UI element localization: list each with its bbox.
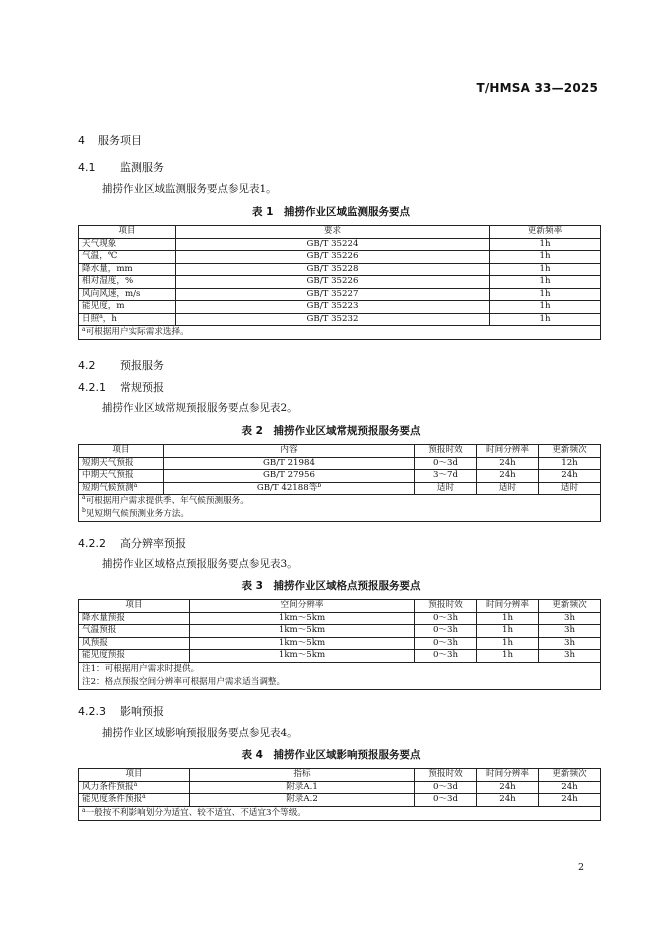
- subsection-heading: [78, 357, 164, 373]
- table-row: [79, 276, 601, 289]
- cell: 1h: [477, 650, 539, 663]
- cell: 24h: [477, 781, 539, 794]
- column-header: 预报时效: [415, 445, 477, 458]
- column-header: 预报时效: [415, 600, 477, 613]
- cell: 风向风速，m/s: [79, 288, 176, 301]
- cell: [164, 482, 415, 495]
- cell: 24h: [539, 470, 601, 483]
- paragraph: 捕捞作业区域常规预报服务要点参见表2。: [102, 402, 298, 414]
- cell: 0～3d: [415, 457, 477, 470]
- table-row: [79, 251, 601, 264]
- column-header: 指标: [190, 769, 415, 782]
- impact-forecast-table: [78, 768, 601, 821]
- table-note-row: [79, 326, 601, 340]
- cell: 24h: [477, 457, 539, 470]
- regular-forecast-table: [78, 444, 601, 522]
- cell: 1km～5km: [190, 637, 415, 650]
- cell: 风预报: [79, 637, 190, 650]
- table-row: [79, 288, 601, 301]
- column-header: 更新频次: [539, 600, 601, 613]
- column-header: 要求: [176, 226, 490, 239]
- table-row: [79, 457, 601, 470]
- column-header: 更新频次: [539, 769, 601, 782]
- cell: 0～3h: [415, 612, 477, 625]
- subsection-number: 4.2.3: [78, 705, 106, 718]
- cell: 0～3h: [415, 625, 477, 638]
- cell: 1h: [490, 251, 601, 264]
- footnote-marker: a: [82, 494, 86, 501]
- subsection-heading: [78, 703, 164, 719]
- cell: [79, 313, 176, 326]
- table-note: 见短期气候预测业务方法。: [85, 509, 189, 519]
- table-note: 可根据用户需求提供季、年气候预测服务。: [85, 496, 249, 506]
- subsection-number: 4.1: [78, 161, 96, 174]
- cell: GB/T 27956: [164, 470, 415, 483]
- cell: 1h: [477, 612, 539, 625]
- cell: 0～3d: [415, 794, 477, 807]
- cell: 气温，℃: [79, 251, 176, 264]
- column-header: 时间分辨率: [477, 445, 539, 458]
- column-header: 时间分辨率: [477, 600, 539, 613]
- cell: GB/T 35226: [176, 276, 490, 289]
- grid-forecast-table: [78, 599, 601, 690]
- cell: GB/T 21984: [164, 457, 415, 470]
- cell: GB/T 35228: [176, 263, 490, 276]
- table-row: [79, 470, 601, 483]
- section-heading: [78, 132, 142, 148]
- cell: 降水量预报: [79, 612, 190, 625]
- cell: [79, 781, 190, 794]
- cell: 1h: [477, 637, 539, 650]
- cell: 1h: [490, 313, 601, 326]
- cell: 1km～5km: [190, 625, 415, 638]
- table-row: [79, 625, 601, 638]
- footnote-marker: a: [82, 806, 86, 814]
- footnote-marker: b: [82, 507, 86, 514]
- document-id: T/HMSA 33—2025: [476, 81, 598, 95]
- section-title: 服务项目: [98, 134, 142, 147]
- paragraph: 捕捞作业区域影响预报服务要点参见表4。: [102, 727, 298, 739]
- cell-unit: ，h: [102, 313, 117, 324]
- cell: GB/T 35232: [176, 313, 490, 326]
- cell: 能见度预报: [79, 650, 190, 663]
- column-header: 时间分辨率: [477, 769, 539, 782]
- cell: GB/T 35224: [176, 238, 490, 251]
- section-number: 4: [78, 134, 85, 147]
- table-row: [79, 612, 601, 625]
- cell: GB/T 35226: [176, 251, 490, 264]
- table-row: [79, 650, 601, 663]
- column-header: 更新频率: [490, 226, 601, 239]
- table-caption: 表 1 捕捞作业区域监测服务要点: [252, 206, 410, 218]
- table-row: [79, 482, 601, 495]
- table-note: 一般按不利影响划分为适宜、较不适宜、不适宜3个等级。: [85, 807, 306, 818]
- cell: 1h: [490, 263, 601, 276]
- cell: 附录A.1: [190, 781, 415, 794]
- monitoring-table: [78, 225, 601, 340]
- cell: 气温预报: [79, 625, 190, 638]
- footnote-marker: a: [133, 781, 138, 788]
- cell: [79, 794, 190, 807]
- cell: 3h: [539, 650, 601, 663]
- cell: 3h: [539, 637, 601, 650]
- cell: 3h: [539, 612, 601, 625]
- cell: 12h: [539, 457, 601, 470]
- cell: GB/T 35227: [176, 288, 490, 301]
- cell: 能见度，m: [79, 301, 176, 314]
- cell-text: 短期气候预测: [82, 482, 134, 493]
- table-note: 可根据用户实际需求选择。: [85, 327, 189, 337]
- subsection-title: 高分辨率预报: [120, 537, 186, 550]
- table-row: [79, 781, 601, 794]
- column-header: 预报时效: [415, 769, 477, 782]
- cell: GB/T 35223: [176, 301, 490, 314]
- subsection-title: 常规预报: [120, 381, 164, 394]
- subsection-title: 预报服务: [120, 359, 164, 372]
- cell: 24h: [539, 781, 601, 794]
- cell: 1h: [477, 625, 539, 638]
- paragraph: 捕捞作业区域格点预报服务要点参见表3。: [102, 558, 298, 570]
- footnote-marker: a: [82, 326, 86, 333]
- cell: 短期天气预报: [79, 457, 164, 470]
- column-header: 内容: [164, 445, 415, 458]
- cell: 天气现象: [79, 238, 176, 251]
- cell: 中期天气预报: [79, 470, 164, 483]
- table-row: [79, 794, 601, 807]
- paragraph: 捕捞作业区域监测服务要点参见表1。: [102, 183, 277, 195]
- cell-text: 能见度条件预报: [82, 794, 143, 805]
- cell: 适时: [415, 482, 477, 495]
- column-header: 项目: [79, 445, 164, 458]
- cell: 1h: [490, 301, 601, 314]
- cell-text: 日照: [82, 313, 100, 324]
- footnote-marker: b: [317, 482, 322, 489]
- cell: 适时: [477, 482, 539, 495]
- footnote-marker: a: [133, 482, 138, 489]
- column-header: 项目: [79, 226, 176, 239]
- cell: 1km～5km: [190, 612, 415, 625]
- subsection-number: 4.2.2: [78, 537, 106, 550]
- footnote-marker: a: [99, 313, 103, 320]
- table-row: [79, 301, 601, 314]
- subsection-heading: [78, 379, 164, 395]
- table-note: 注2：格点预报空间分辨率可根据用户需求适当调整。: [82, 676, 286, 687]
- cell: 适时: [539, 482, 601, 495]
- cell: 0～3h: [415, 637, 477, 650]
- cell: 24h: [477, 470, 539, 483]
- table-row: [79, 263, 601, 276]
- cell: 3h: [539, 625, 601, 638]
- table-note-row: [79, 495, 601, 522]
- subsection-title: 监测服务: [120, 161, 164, 174]
- cell: 3～7d: [415, 470, 477, 483]
- column-header: 更新频次: [539, 445, 601, 458]
- column-header: 项目: [79, 769, 190, 782]
- subsection-title: 影响预报: [120, 705, 164, 718]
- subsection-number: 4.2: [78, 359, 96, 372]
- cell: 24h: [477, 794, 539, 807]
- cell: 降水量，mm: [79, 263, 176, 276]
- table-note-row: [79, 662, 601, 689]
- cell: 1h: [490, 276, 601, 289]
- cell-text: GB/T 42188等: [256, 482, 318, 493]
- cell: 24h: [539, 794, 601, 807]
- table-caption: 表 2 捕捞作业区域常规预报服务要点: [241, 425, 421, 437]
- table-row: [79, 637, 601, 650]
- column-header: 项目: [79, 600, 190, 613]
- cell: 1km～5km: [190, 650, 415, 663]
- table-row: [79, 313, 601, 326]
- cell: 相对湿度，%: [79, 276, 176, 289]
- cell: 0～3h: [415, 650, 477, 663]
- column-header: 空间分辨率: [190, 600, 415, 613]
- page-number: 2: [577, 862, 584, 873]
- subsection-heading: [78, 535, 186, 551]
- cell: 1h: [490, 238, 601, 251]
- cell-text: 风力条件预报: [82, 781, 134, 792]
- table-note: 注1：可根据用户需求时提供。: [82, 663, 200, 674]
- table-row: [79, 238, 601, 251]
- table-caption: 表 3 捕捞作业区域格点预报服务要点: [241, 580, 421, 592]
- cell: 0～3d: [415, 781, 477, 794]
- subsection-heading: [78, 159, 164, 175]
- cell: 附录A.2: [190, 794, 415, 807]
- table-caption: 表 4 捕捞作业区域影响预报服务要点: [241, 749, 421, 761]
- table-note-row: [79, 806, 601, 820]
- footnote-marker: a: [142, 793, 146, 801]
- cell: 1h: [490, 288, 601, 301]
- cell: [79, 482, 164, 495]
- subsection-number: 4.2.1: [78, 381, 106, 394]
